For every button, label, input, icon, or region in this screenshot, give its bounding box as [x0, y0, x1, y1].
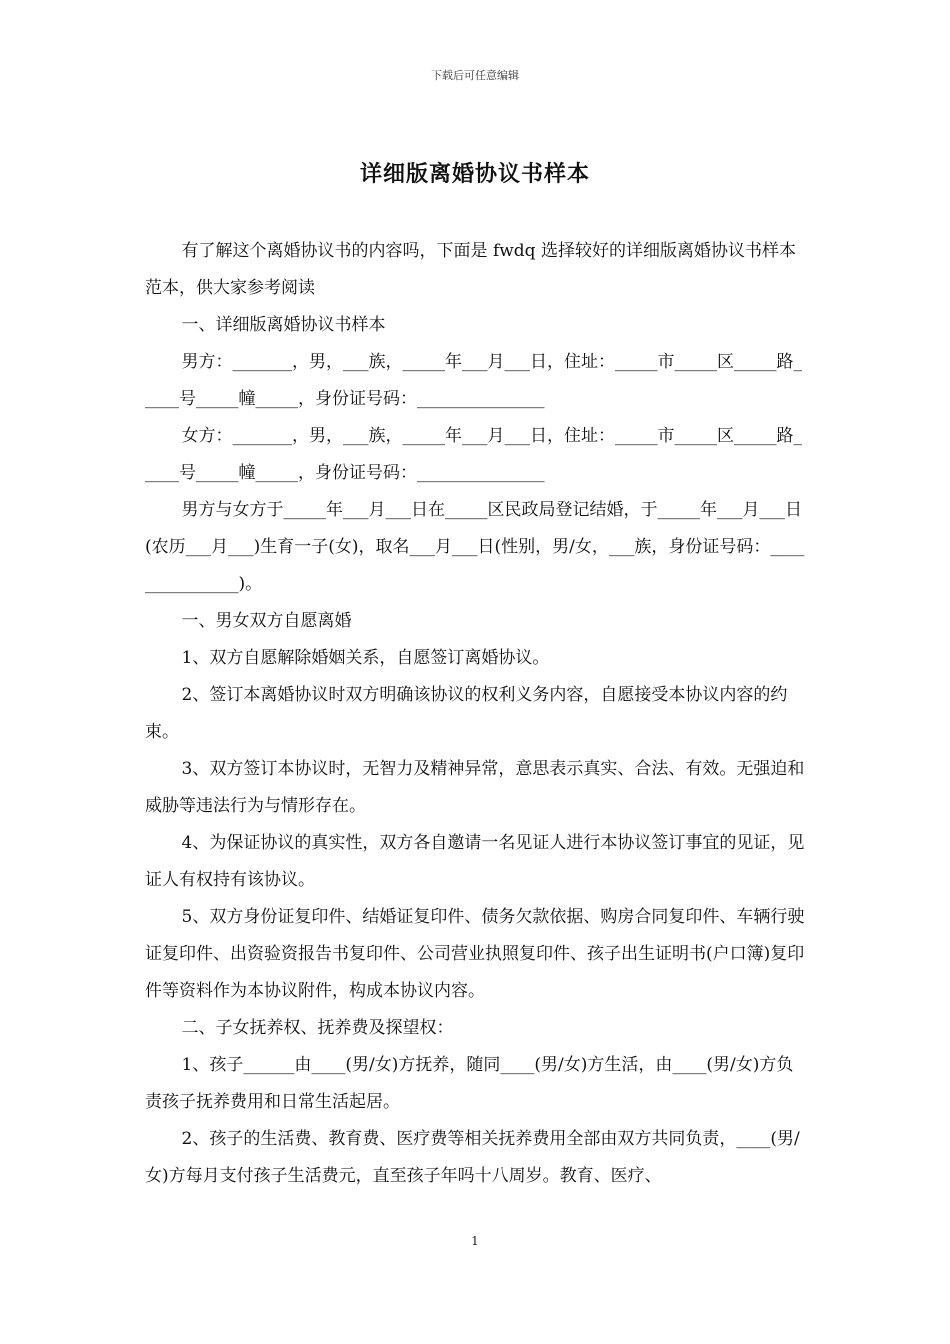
document-body: [145, 233, 810, 1195]
paragraph-clause-2: 2、签订本离婚协议时双方明确该协议的权利义务内容，自愿接受本协议内容的约束。: [145, 685, 788, 742]
paragraph-intro: 有了解这个离婚协议书的内容吗，下面是 fwdq 选择较好的详细版离婚协议书样本范本，供大家参考阅读: [145, 241, 796, 298]
section-heading-custody: 二、子女抚养权、抚养费及探望权：: [181, 1018, 454, 1038]
header-note: 下载后可任意编辑: [431, 69, 519, 82]
paragraph-clause-1: 1、双方自愿解除婚姻关系，自愿签订离婚协议。: [181, 648, 550, 668]
paragraph-clause-5: 5、双方身份证复印件、结婚证复印件、债务欠款依据、购房合同复印件、车辆行驶证复印件、出资验资报告书复印件、公司营业执照复印件、孩子出生证明书(户口簿)复印件等资料作为本协议附件，构成本协议内容。: [145, 907, 805, 1001]
document-title: 详细版离婚协议书样本: [359, 161, 590, 187]
paragraph-custody-2: 2、孩子的生活费、教育费、医疗费等相关抚养费用全部由双方共同负责，____(男/女)方每月支付孩子生活费元，直至孩子年吗十八周岁。教育、医疗、: [145, 1129, 800, 1186]
paragraph-clause-3: 3、双方签订本协议时，无智力及精神异常，意思表示真实、合法、有效。无强迫和威胁等违法行为与情形存在。: [145, 759, 805, 816]
paragraph-marriage-registration: 男方与女方于_____年___月___日在_____区民政局登记结婚，于_____年___月___日(农历___月___)生育一子(女)，取名___月___日(性别，男/女，___族，身份证号码：_______________)。: [145, 500, 805, 594]
paragraph-clause-4: 4、为保证协议的真实性，双方各自邀请一名见证人进行本协议签订事宜的见证，见证人有权持有该协议。: [145, 833, 805, 890]
section-heading-sample: 一、详细版离婚协议书样本: [181, 315, 386, 335]
page-number: 1: [471, 1234, 479, 1248]
paragraph-custody-1: 1、孩子______由____(男/女)方抚养，随同____(男/女)方生活，由____(男/女)方负责孩子抚养费用和日常生活起居。: [145, 1055, 794, 1112]
paragraph-female-party: 女方：_______，男，___族，_____年___月___日，住址：_____市_____区_____路_____号_____幢_____，身份证号码：_______________: [145, 426, 803, 483]
section-heading-voluntary-divorce: 一、男女双方自愿离婚: [181, 611, 352, 631]
paragraph-male-party: 男方：_______，男，___族，_____年___月___日，住址：_____市_____区_____路_____号_____幢_____，身份证号码：_______________: [145, 352, 803, 409]
